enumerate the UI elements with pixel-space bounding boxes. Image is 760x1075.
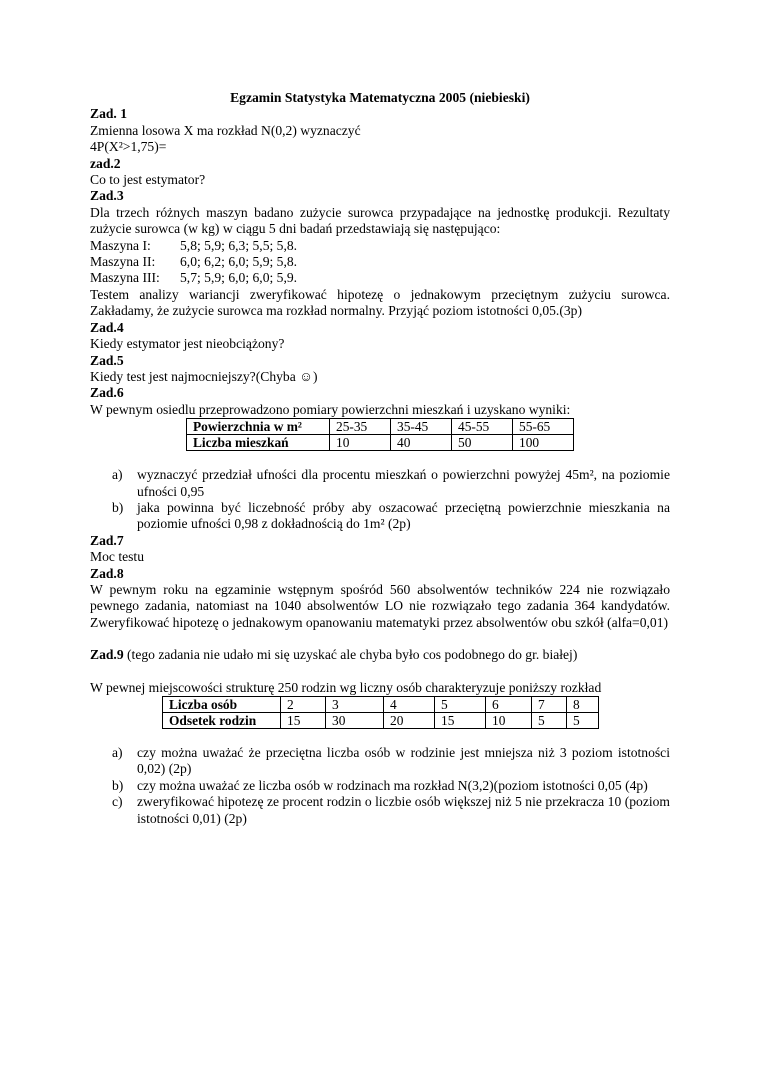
machine-row: Maszyna III: 5,7; 5,9; 6,0; 6,0; 5,9. — [90, 270, 298, 286]
zad3-task: Testem analizy wariancji zweryfikować hipotezę o jednakowym przeciętnym zużyciu surowca. Zakładamy, że zużycie surowca ma rozkład normalny. Przyjąć poziom istotności 0,05.(3p) — [90, 286, 670, 319]
zad6-heading: Zad.6 — [90, 385, 124, 401]
zad2-line1: Co to jest estymator? — [90, 172, 206, 188]
list-item: a) wyznaczyć przedział ufności dla procentu mieszkań o powierzchni powyżej 45m², na poziomie ufności 0,95 — [112, 467, 670, 499]
zad8-heading: Zad.8 — [90, 565, 124, 581]
table-cell: 55-65 — [513, 419, 574, 435]
zad5-line1: Kiedy test jest najmocniejszy?(Chyba ☺) — [90, 368, 318, 384]
list-item: b) jaka powinna być liczebność próby aby oszacować przeciętną powierzchnie mieszkania na poziomie ufności 0,98 z dokładnością do 1m² (2p) — [112, 499, 670, 532]
machine-row: Maszyna II: 6,0; 6,2; 6,0; 5,9; 5,8. — [90, 254, 298, 270]
zad9-heading-line — [90, 647, 670, 663]
table-cell: 5 — [532, 713, 567, 729]
table-cell: 2 — [281, 697, 326, 713]
table-header-cell: Liczba osób — [163, 697, 281, 713]
spacer — [90, 631, 670, 647]
table-cell: 8 — [567, 697, 599, 713]
table-cell: 25-35 — [330, 419, 391, 435]
area-table — [186, 418, 574, 451]
list-item: a) czy można uważać że przeciętna liczba osób w rodzinie jest mniejsza niż 3 poziom istotności 0,02) (2p) — [112, 745, 670, 777]
zad1-line2: 4P(X²>1,75)= — [90, 139, 167, 155]
list-item: b) czy można uważać ze liczba osób w rodzinach ma rozkład N(3,2)(poziom istotności 0,05 (4p) — [112, 777, 648, 793]
table-header-cell: Liczba mieszkań — [187, 435, 330, 451]
spacer — [90, 451, 670, 467]
zad4-heading: Zad.4 — [90, 319, 124, 335]
table-cell: 5 — [567, 713, 599, 729]
table-cell: 20 — [384, 713, 435, 729]
zad1-line1: Zmienna losowa X ma rozkład N(0,2) wyznaczyć — [90, 122, 361, 138]
table-cell: 50 — [452, 435, 513, 451]
zad6-list — [90, 467, 670, 533]
table-header-cell: Powierzchnia w m² — [187, 419, 330, 435]
table-row — [187, 435, 574, 451]
table-cell: 30 — [326, 713, 384, 729]
zad7-line1: Moc testu — [90, 549, 144, 565]
zad2-heading: zad.2 — [90, 155, 121, 171]
list-item: c) zweryfikować hipotezę ze procent rodzin o liczbie osób większej niż 5 nie przekracza 10 (poziom istotności 0,01) (2p) — [112, 794, 670, 826]
table-header-cell: Odsetek rodzin — [163, 713, 281, 729]
zad8-text: W pewnym roku na egzaminie wstępnym spośród 560 absolwentów techników 224 nie rozwiązało pewnego zadania, natomiast na 1040 absolwentów LO nie rozwiązało tego zadania 364 kandydatów. Zweryfikować hipotezę o jednakowym opanowaniu matematyki przez absolwentów obu szkół (alfa=0,01) — [90, 581, 670, 630]
document-page — [90, 90, 670, 827]
table-row — [163, 713, 599, 729]
table-cell: 100 — [513, 435, 574, 451]
table-cell: 7 — [532, 697, 567, 713]
table-cell: 4 — [384, 697, 435, 713]
zad4-line1: Kiedy estymator jest nieobciążony? — [90, 336, 285, 352]
zad3-heading: Zad.3 — [90, 188, 124, 204]
zad3-intro: Dla trzech różnych maszyn badano zużycie surowca przypadające na jednostkę produkcji. Rezultaty zużycie surowca (w kg) w ciągu 5 dni badań przedstawiają się następująco: — [90, 204, 670, 237]
table-cell: 40 — [391, 435, 452, 451]
table-row — [163, 697, 599, 713]
table-row — [187, 419, 574, 435]
table-cell: 15 — [435, 713, 486, 729]
spacer — [90, 729, 670, 745]
table-cell: 10 — [486, 713, 532, 729]
table-cell: 15 — [281, 713, 326, 729]
zad6-line1: W pewnym osiedlu przeprowadzono pomiary powierzchni mieszkań i uzyskano wyniki: — [90, 401, 571, 417]
zad9-list — [90, 745, 670, 827]
machine-row: Maszyna I: 5,8; 5,9; 6,3; 5,5; 5,8. — [90, 237, 298, 253]
zad5-heading: Zad.5 — [90, 352, 124, 368]
table-cell: 5 — [435, 697, 486, 713]
zad9-note: (tego zadania nie udało mi się uzyskać ale chyba było cos podobnego do gr. białej) — [123, 647, 578, 663]
table-cell: 10 — [330, 435, 391, 451]
spacer — [90, 664, 670, 680]
table-cell: 35-45 — [391, 419, 452, 435]
table-cell: 45-55 — [452, 419, 513, 435]
zad1-heading: Zad. 1 — [90, 106, 128, 122]
table-cell: 6 — [486, 697, 532, 713]
page-title: Egzamin Statystyka Matematyczna 2005 (niebieski) — [230, 90, 530, 105]
zad9-line1: W pewnej miejscowości strukturę 250 rodzin wg liczny osób charakteryzuje poniższy rozkład — [90, 679, 602, 695]
zad9-heading: Zad.9 — [90, 647, 124, 663]
table-cell: 3 — [326, 697, 384, 713]
zad7-heading: Zad.7 — [90, 532, 124, 548]
family-table — [162, 696, 599, 729]
